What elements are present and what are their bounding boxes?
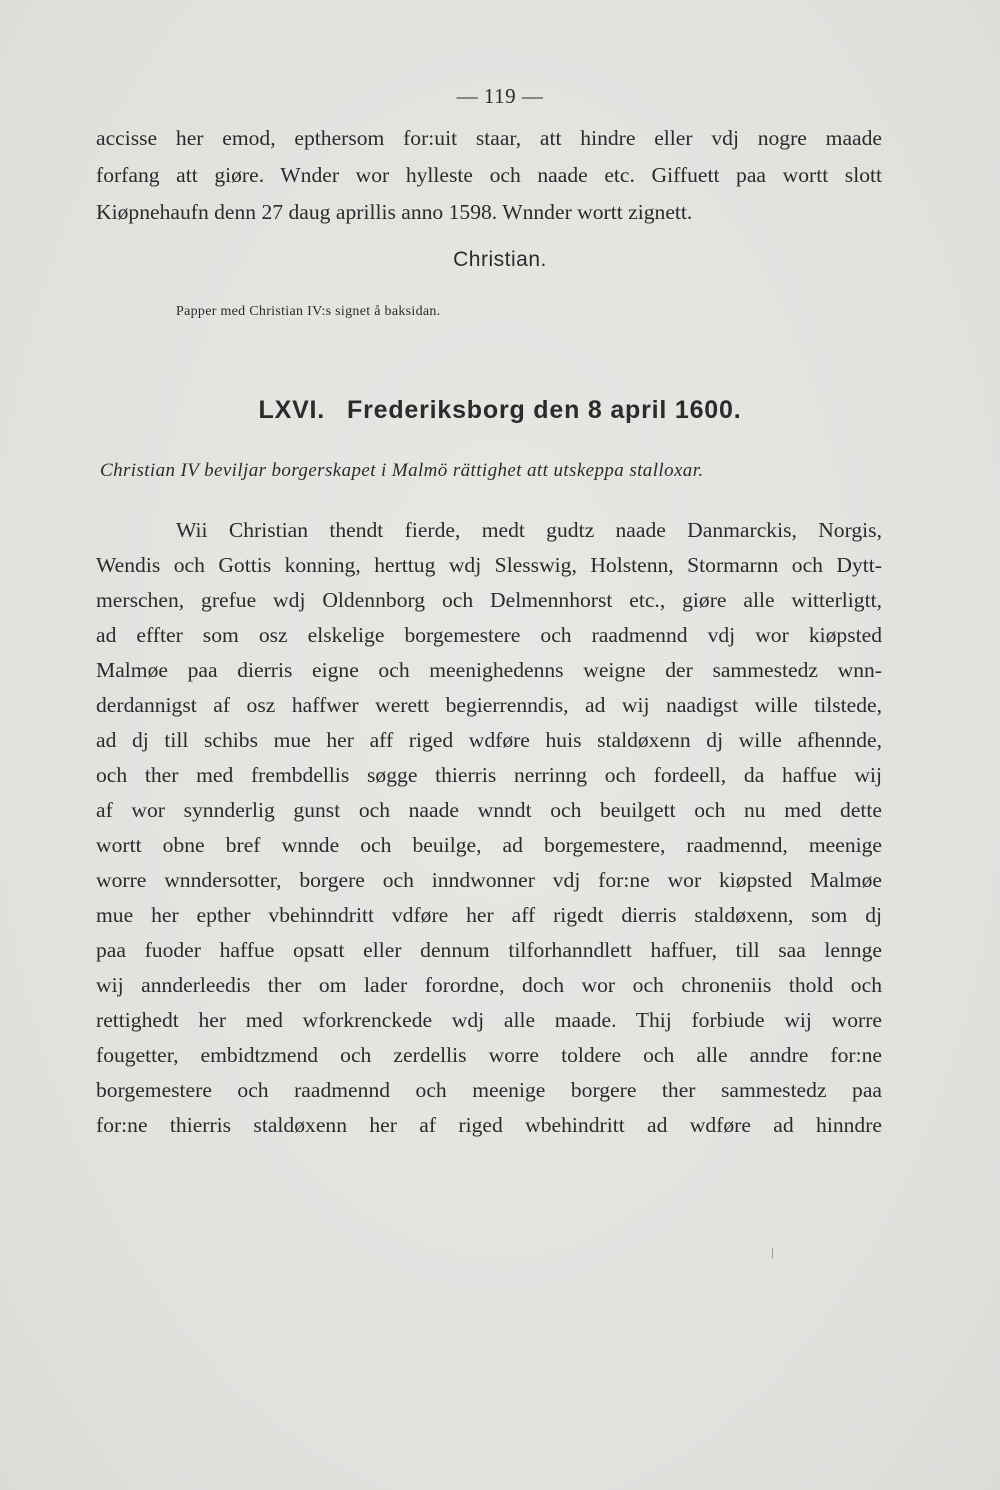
body-line: worre wnndersotter, borgere och inndwonner vdj for:ne wor kiøpsted Malmøe xyxy=(96,868,882,892)
body-line: merschen, grefue wdj Oldennborg och Delmennhorst etc., giøre alle witterligtt, xyxy=(96,588,882,612)
body-line: paa fuoder haffue opsatt eller dennum tilforhanndlett haffuer, till saa lennge xyxy=(96,938,882,962)
document-number: LXVI. xyxy=(258,396,326,424)
signature: Christian. xyxy=(453,248,547,271)
body-line: Malmøe paa dierris eigne och meenighedenns weigne der sammestedz wnn- xyxy=(96,658,882,682)
text-line: Kiøpnehaufn denn 27 daug aprillis anno 1598. Wnnder wortt zignett. xyxy=(96,200,693,224)
body-line: wij annderleedis ther om lader forordne, doch wor och chroneniis thold och xyxy=(96,973,882,997)
document-title: Frederiksborg den 8 april 1600. xyxy=(347,396,742,424)
body-line: for:ne thierris staldøxenn her af riged wbehindritt ad wdføre ad hinndre xyxy=(96,1113,882,1137)
page-number: — 119 — xyxy=(456,84,544,108)
body-line: mue her epther vbehinndritt vdføre her aff rigedt dierris staldøxenn, som dj xyxy=(96,903,882,927)
text-line: accisse her emod, epthersom for:uit staar, att hindre eller vdj nogre maade xyxy=(96,126,882,150)
document-heading xyxy=(0,396,1000,425)
body-line: af wor synnderlig gunst och naade wnndt och beuilgett och nu med dette xyxy=(96,798,882,822)
source-note: Papper med Christian IV:s signet å baksidan. xyxy=(176,304,441,319)
body-line: borgemestere och raadmennd och meenige borgere ther sammestedz paa xyxy=(96,1078,882,1102)
body-line: ad effter som osz elskelige borgemestere och raadmennd vdj wor kiøpsted xyxy=(96,623,882,647)
body-line: fougetter, embidtzmend och zerdellis worre toldere och alle anndre for:ne xyxy=(96,1043,882,1067)
body-line: ad dj till schibs mue her aff riged wdføre huis staldøxenn dj wille afhennde, xyxy=(96,728,882,752)
body-line: Wendis och Gottis konning, herttug wdj Slesswig, Holstenn, Stormarnn och Dytt- xyxy=(96,553,882,577)
body-line: rettighedt her med wforkrenckede wdj alle maade. Thij forbiude wij worre xyxy=(96,1008,882,1032)
text-line: forfang att giøre. Wnder wor hylleste och naade etc. Giffuett paa wortt slott xyxy=(96,163,882,187)
document-summary: Christian IV beviljar borgerskapet i Malmö rättighet att utskeppa stalloxar. xyxy=(100,460,704,481)
body-line: och ther med frembdellis søgge thierris nerrinng och fordeell, da haffue wij xyxy=(96,763,882,787)
body-line: wortt obne bref wnnde och beuilge, ad borgemestere, raadmennd, meenige xyxy=(96,833,882,857)
paper-speck xyxy=(772,1248,773,1258)
body-line: derdannigst af osz haffwer werett begierrenndis, ad wij naadigst wille tilstede, xyxy=(96,693,882,717)
body-line: Wii Christian thendt fierde, medt gudtz naade Danmarckis, Norgis, xyxy=(176,518,882,542)
